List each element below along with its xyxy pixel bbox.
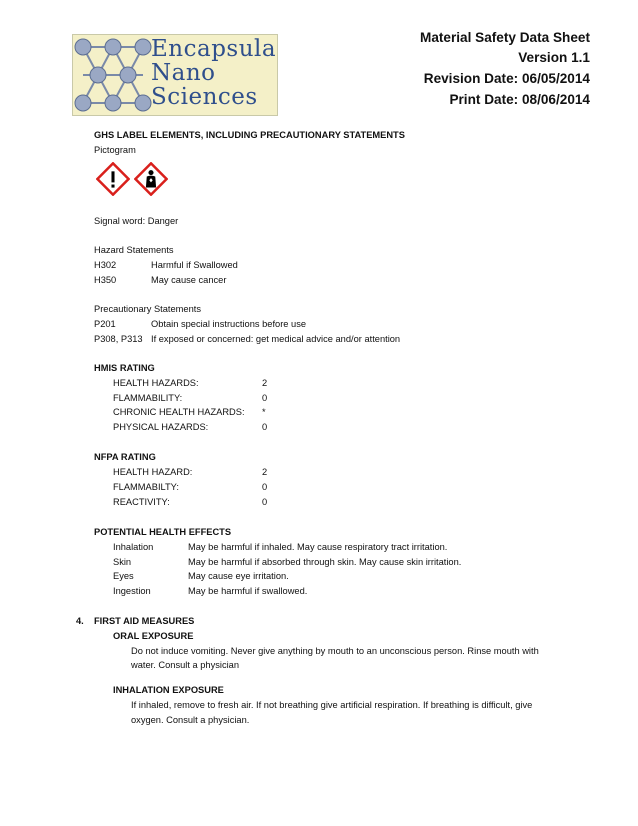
nfpa-value: 0 <box>262 482 268 492</box>
hmis-label: CHRONIC HEALTH HAZARDS: <box>113 407 245 417</box>
oral-exposure-text: water. Consult a physician <box>131 660 240 670</box>
logo-line-2: Nano <box>151 60 216 86</box>
pictogram-label: Pictogram <box>94 145 136 155</box>
oral-exposure-text: Do not induce vomiting. Never give anything by mouth to an unconscious person. Rinse mouth with <box>131 646 539 656</box>
signal-word: Signal word: Danger <box>94 216 179 226</box>
nfpa-heading: NFPA RATING <box>94 452 156 462</box>
hmis-value: * <box>262 407 266 417</box>
inhalation-exposure-text: oxygen. Consult a physician. <box>131 715 250 725</box>
health-effects-heading: POTENTIAL HEALTH EFFECTS <box>94 527 232 537</box>
precaution-text: Obtain special instructions before use <box>151 319 307 329</box>
first-aid-heading: FIRST AID MEASURES <box>94 616 195 626</box>
inhalation-exposure-heading: INHALATION EXPOSURE <box>113 685 224 695</box>
section-number: 4. <box>76 616 84 626</box>
exclamation-mark-icon <box>96 162 130 196</box>
nfpa-label: HEALTH HAZARD: <box>113 467 193 477</box>
hazard-text: May cause cancer <box>151 275 227 285</box>
hmis-value: 2 <box>262 378 268 388</box>
hazard-code: H350 <box>94 275 117 285</box>
precaution-text: If exposed or concerned: get medical advice and/or attention <box>151 334 401 344</box>
effect-text: May be harmful if inhaled. May cause respiratory tract irritation. <box>188 542 448 552</box>
hmis-value: 0 <box>262 393 268 403</box>
exposure-route: Skin <box>113 557 132 567</box>
logo-wordmark <box>151 37 276 109</box>
effect-text: May cause eye irritation. <box>188 571 289 581</box>
logo-line-1: Encapsula <box>151 36 277 62</box>
nfpa-label: REACTIVITY: <box>113 497 170 507</box>
inhalation-exposure-text: If inhaled, remove to fresh air. If not breathing give artificial respiration. If breathing is difficult, give <box>131 700 533 710</box>
hmis-label: PHYSICAL HAZARDS: <box>113 422 209 432</box>
hazard-text: Harmful if Swallowed <box>151 260 238 270</box>
health-hazard-icon <box>134 162 168 196</box>
company-logo <box>72 34 278 116</box>
hazard-statements-heading: Hazard Statements <box>94 245 174 255</box>
nfpa-value: 0 <box>262 497 268 507</box>
hmis-value: 0 <box>262 422 268 432</box>
nfpa-value: 2 <box>262 467 268 477</box>
precaution-code: P308, P313 <box>94 334 143 344</box>
document-version: Version 1.1 <box>518 50 590 65</box>
oral-exposure-heading: ORAL EXPOSURE <box>113 631 194 641</box>
exposure-route: Eyes <box>113 571 134 581</box>
hmis-label: HEALTH HAZARDS: <box>113 378 199 388</box>
hazard-code: H302 <box>94 260 117 270</box>
print-date: Print Date: 08/06/2014 <box>449 92 590 107</box>
molecule-lattice-icon <box>73 35 153 115</box>
hmis-label: FLAMMABILITY: <box>113 393 183 403</box>
document-title: Material Safety Data Sheet <box>420 30 590 45</box>
hmis-heading: HMIS RATING <box>94 363 155 373</box>
effect-text: May be harmful if absorbed through skin. May cause skin irritation. <box>188 557 462 567</box>
precaution-code: P201 <box>94 319 116 329</box>
ghs-heading: GHS LABEL ELEMENTS, INCLUDING PRECAUTIONARY STATEMENTS <box>94 130 405 140</box>
exposure-route: Ingestion <box>113 586 151 596</box>
logo-line-3: Sciences <box>151 84 258 110</box>
effect-text: May be harmful if swallowed. <box>188 586 308 596</box>
revision-date: Revision Date: 06/05/2014 <box>423 71 590 86</box>
exposure-route: Inhalation <box>113 542 154 552</box>
nfpa-label: FLAMMABILTY: <box>113 482 179 492</box>
precautionary-statements-heading: Precautionary Statements <box>94 304 201 314</box>
